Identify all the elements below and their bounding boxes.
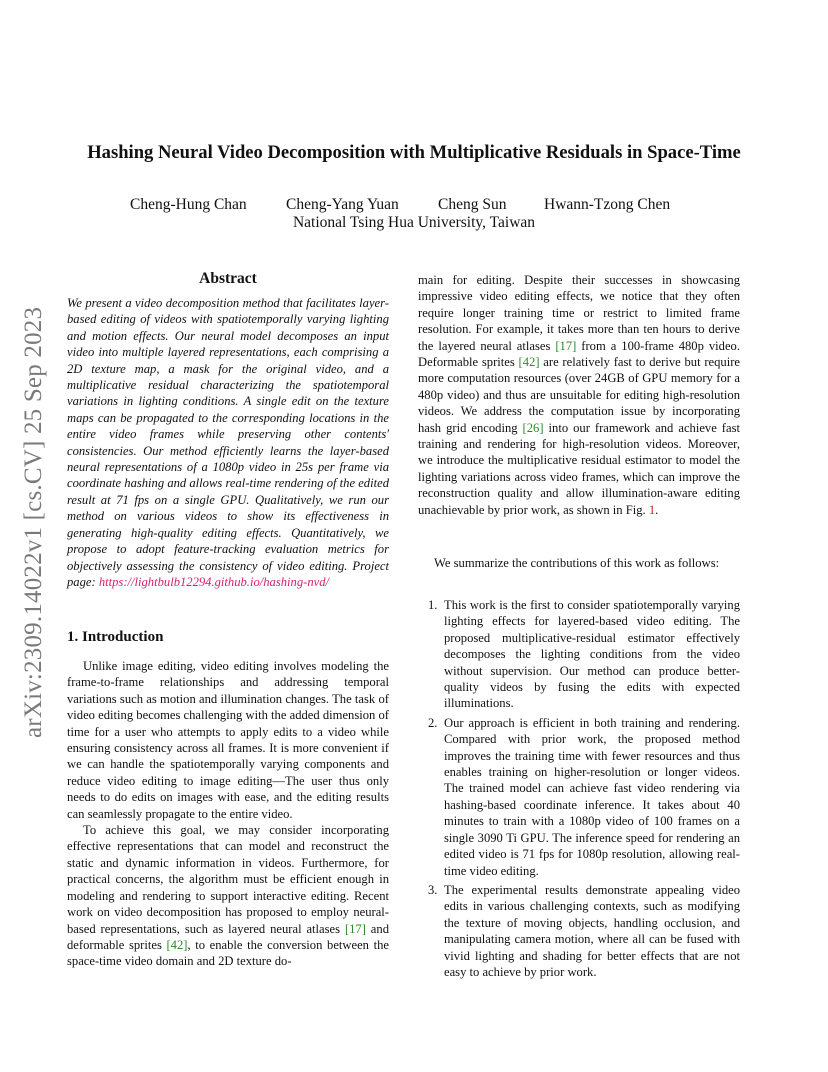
- intro-paragraph-1: Unlike image editing, video editing involves modeling the frame-to-frame relationships and addressing temporal variations such as motion and illumination changes. The task of video editing becomes challenging with the added dimension of time for a user who attempts to apply edits to a video while ensuring consistency across all frames. It is more convenient if we can handle the spatiotemporally varying components and reduce video editing to image editing—The user thus only needs to do edits on images with ease, and the editing results can seamlessly propagate to the entire video.: [67, 659, 389, 821]
- abstract-heading: Abstract: [199, 270, 257, 287]
- intro-text: and deformable sprites: [67, 921, 389, 952]
- citation-42[interactable]: [42]: [166, 937, 188, 952]
- citation-17[interactable]: [17]: [555, 338, 577, 353]
- right-column-body: [418, 272, 740, 518]
- figure-reference-1[interactable]: 1: [648, 502, 656, 517]
- paper-title: Hashing Neural Video Decomposition with Multiplicative Residuals in Space-Time: [87, 142, 741, 163]
- abstract-body: [67, 295, 389, 590]
- author-1: Cheng-Hung Chan: [130, 196, 247, 213]
- contribution-text: This work is the first to consider spatiotemporally varying lighting effects for layered-based video editing. The proposed multiplicative-residual estimator effectively decomposes the lighting conditions from the video without supervision. Our method can produce better-quality videos by fusing the edits with expected illuminations.: [444, 598, 740, 711]
- citation-17[interactable]: [17]: [344, 921, 366, 936]
- contribution-item: [418, 597, 740, 712]
- contribution-text: Our approach is efficient in both training and rendering. Compared with prior work, the proposed method improves the training time with fewer resources and thus enables training on higher-resolution or longer videos. The trained model can achieve fast video rendering via hashing-based coordinate inference. It takes about 40 minutes to train with a 1080p video of 100 frames on a single 3090 Ti GPU. The inference speed for rendering an edited video is 71 fps for 1080p resolution, allowing real-time video editing.: [444, 715, 740, 878]
- body-text: from a 100-frame 480p video. Deformable sprites: [418, 338, 740, 370]
- abstract-text: We present a video decomposition method that facilitates layer-based editing of videos with spatiotemporally varying lighting and motion effects. Our neural model decomposes an input video into multiple layered representations, each comprising a 2D texture map, a mask for the original video, and a multiplicative residual characterizing the spatiotemporal variations in lighting conditions. A single edit on the texture maps can be propagated to the corresponding locations in the entire video frames while preserving other contents' consistencies. Our method efficiently learns the layer-based neural representations of a 1080p video in 25s per frame via coordinate hashing and allows real-time rendering of the edited result at 71 fps on a single GPU. Qualitatively, we run our method on various videos to show its effectiveness in generating high-quality editing effects. Quantitatively, we propose to adopt feature-tracking evaluation metrics for objectively assessing the consistency of video editing. Project page:: [67, 296, 389, 589]
- contribution-text: The experimental results demonstrate appealing video edits in various challenging contexts, such as modifying the texture of moving objects, handling occlusion, and manipulating camera motion, where all can be fused with vivid lighting and shading for better effects that are not easy to achieve by prior work.: [444, 882, 740, 979]
- continued-paragraph: [418, 272, 740, 518]
- contribution-number: 1.: [428, 598, 438, 612]
- contributions-intro: We summarize the contributions of this work as follows:: [434, 556, 720, 570]
- citation-26[interactable]: [26]: [522, 420, 544, 435]
- introduction-heading: 1. Introduction: [67, 629, 164, 645]
- body-text: are relatively fast to derive but require more computation resources (over 24GB of GPU memory for a 480p video) and thus are unsuitable for editing high-resolution videos. We address the computation issue by incorporating hash grid encoding: [418, 355, 740, 435]
- contribution-item: [418, 882, 740, 980]
- body-text: main for editing. Despite their successes in showcasing impressive video editing effects, we notice that they often require longer training time or restrict to limited frame resolution. For example, it takes more than ten hours to derive the layered neural atlases: [418, 273, 740, 353]
- arxiv-identifier: arXiv:2309.14022v1 [cs.CV] 25 Sep 2023: [20, 306, 47, 738]
- intro-paragraph-2: [67, 822, 389, 970]
- author-4: Hwann-Tzong Chen: [544, 196, 671, 213]
- contribution-number: 2.: [428, 715, 438, 730]
- body-text: into our framework and achieve fast training and rendering for high-resolution videos. Moreover, we introduce the multiplicative residual estimator to model the lighting variations across video frames, which can improve the reconstruction quality and allow illumination-aware editing unachievable by prior work, as shown in Fig.: [418, 420, 740, 517]
- introduction-body: [67, 658, 389, 970]
- project-page-link[interactable]: https://lightbulb12294.github.io/hashing-nvd/: [98, 574, 330, 589]
- intro-text: To achieve this goal, we may consider incorporating effective representations that can model and reconstruct the static and dynamic information in videos. Furthermore, for practical concerns, the algorithm must be efficient enough in modeling and rendering to support interactive editing. Recent work on video decomposition has proposed to employ neural-based representations, such as layered neural atlases: [67, 823, 389, 936]
- citation-42[interactable]: [42]: [518, 355, 540, 370]
- author-2: Cheng-Yang Yuan: [286, 196, 399, 213]
- contribution-number: 3.: [428, 882, 438, 897]
- contributions-list: [418, 597, 740, 981]
- affiliation: National Tsing Hua University, Taiwan: [292, 214, 536, 231]
- author-3: Cheng Sun: [438, 196, 507, 213]
- contribution-item: [418, 715, 740, 879]
- intro-text: , to enable the conversion between the space-time video domain and 2D texture do-: [67, 937, 389, 969]
- body-text: .: [655, 502, 659, 517]
